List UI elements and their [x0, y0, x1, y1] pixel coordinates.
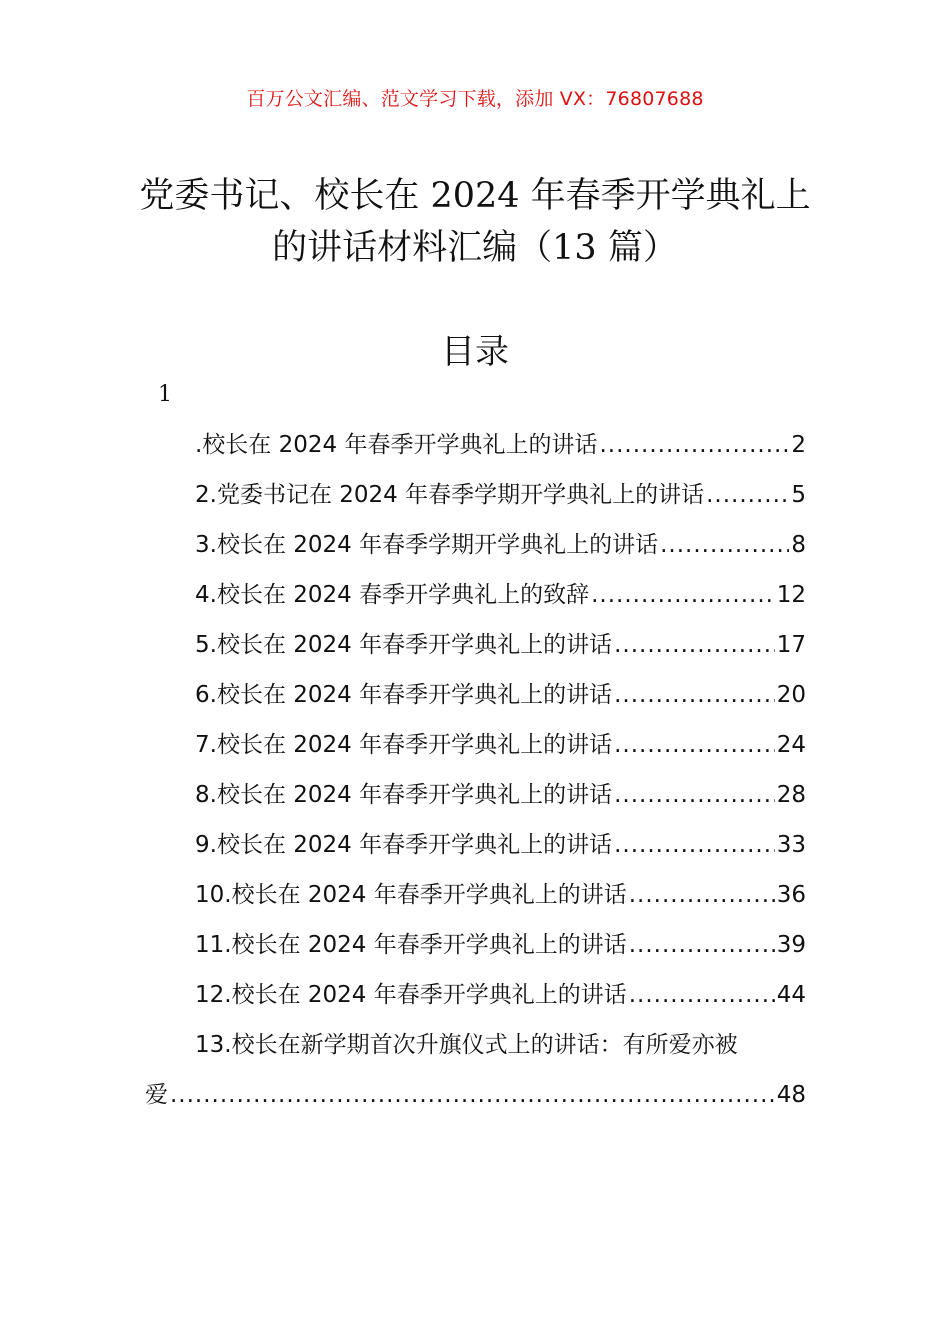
toc-entry-page: 8	[791, 532, 806, 558]
document-title-line-2: 的讲话材料汇编（13 篇）	[272, 228, 678, 268]
toc-heading: 目录	[441, 332, 509, 372]
toc-entry-wrapped[interactable]	[145, 1022, 806, 1122]
toc-leader-dots	[614, 622, 775, 668]
document-title	[120, 170, 830, 274]
toc-entry-title: 5.校长在 2024 年春季开学典礼上的讲话	[195, 632, 613, 658]
toc-entry-page: 24	[776, 732, 806, 758]
header-note: 百万公文汇编、范文学习下载，添加 VX：76807688	[246, 88, 704, 110]
toc-entry-title-line-1: 13.校长在新学期首次升旗仪式上的讲话：有所爱亦被	[195, 1032, 738, 1058]
toc-leader-dots	[599, 422, 789, 468]
toc-leader-dots	[660, 522, 789, 568]
toc-leader-dots	[614, 722, 775, 768]
toc-leader-dots	[629, 922, 775, 968]
document-title-line-1: 党委书记、校长在 2024 年春季开学典礼上	[139, 176, 811, 216]
toc-entry-title: 11.校长在 2024 年春季开学典礼上的讲话	[195, 932, 627, 958]
toc-leader-dots	[614, 772, 775, 818]
toc-entry-page: 12	[776, 582, 806, 608]
toc-entry[interactable]	[195, 872, 806, 922]
toc-entry-title: .校长在 2024 年春季开学典礼上的讲话	[195, 432, 598, 458]
toc-leader-dots	[591, 572, 775, 618]
toc-leader-dots	[614, 672, 775, 718]
toc-entry[interactable]	[195, 672, 806, 722]
toc-entry-page: 28	[776, 782, 806, 808]
toc-entry-title: 8.校长在 2024 年春季开学典礼上的讲话	[195, 782, 613, 808]
toc-leader-dots	[170, 1072, 775, 1118]
toc-entry-page: 44	[776, 982, 806, 1008]
toc-entry-page: 33	[776, 832, 806, 858]
toc-leader-dots	[629, 972, 775, 1018]
stray-page-number: 1	[158, 382, 172, 407]
toc-entry-page: 5	[791, 482, 806, 508]
toc-entry[interactable]	[195, 422, 806, 472]
toc-leader-dots	[629, 872, 775, 918]
toc-entry[interactable]	[195, 572, 806, 622]
toc-entry-title: 12.校长在 2024 年春季开学典礼上的讲话	[195, 982, 627, 1008]
toc-entry-title: 2.党委书记在 2024 年春季学期开学典礼上的讲话	[195, 482, 705, 508]
toc-list	[195, 422, 806, 1022]
toc-entry-page: 2	[791, 432, 806, 458]
toc-entry-page: 20	[776, 682, 806, 708]
toc-entry-page: 17	[776, 632, 806, 658]
toc-entry[interactable]	[195, 722, 806, 772]
toc-entry-page: 48	[776, 1082, 806, 1108]
toc-entry-title: 3.校长在 2024 年春季学期开学典礼上的讲话	[195, 532, 659, 558]
toc-entry-page: 39	[776, 932, 806, 958]
toc-entry[interactable]	[195, 522, 806, 572]
toc-entry-title: 10.校长在 2024 年春季开学典礼上的讲话	[195, 882, 627, 908]
toc-entry-second-line	[145, 1072, 806, 1122]
toc-entry-title: 6.校长在 2024 年春季开学典礼上的讲话	[195, 682, 613, 708]
toc-entry-title: 7.校长在 2024 年春季开学典礼上的讲话	[195, 732, 613, 758]
toc-entry-title: 9.校长在 2024 年春季开学典礼上的讲话	[195, 832, 613, 858]
toc-entry[interactable]	[195, 772, 806, 822]
toc-entry[interactable]	[195, 972, 806, 1022]
toc-entry[interactable]	[195, 472, 806, 522]
toc-entry-title-line-2: 爱	[145, 1082, 168, 1108]
toc-entry[interactable]	[195, 922, 806, 972]
toc-entry[interactable]	[195, 622, 806, 672]
toc-leader-dots	[706, 472, 789, 518]
toc-entry[interactable]	[195, 822, 806, 872]
toc-entry-page: 36	[776, 882, 806, 908]
toc-leader-dots	[614, 822, 775, 868]
toc-entry-title: 4.校长在 2024 春季开学典礼上的致辞	[195, 582, 590, 608]
